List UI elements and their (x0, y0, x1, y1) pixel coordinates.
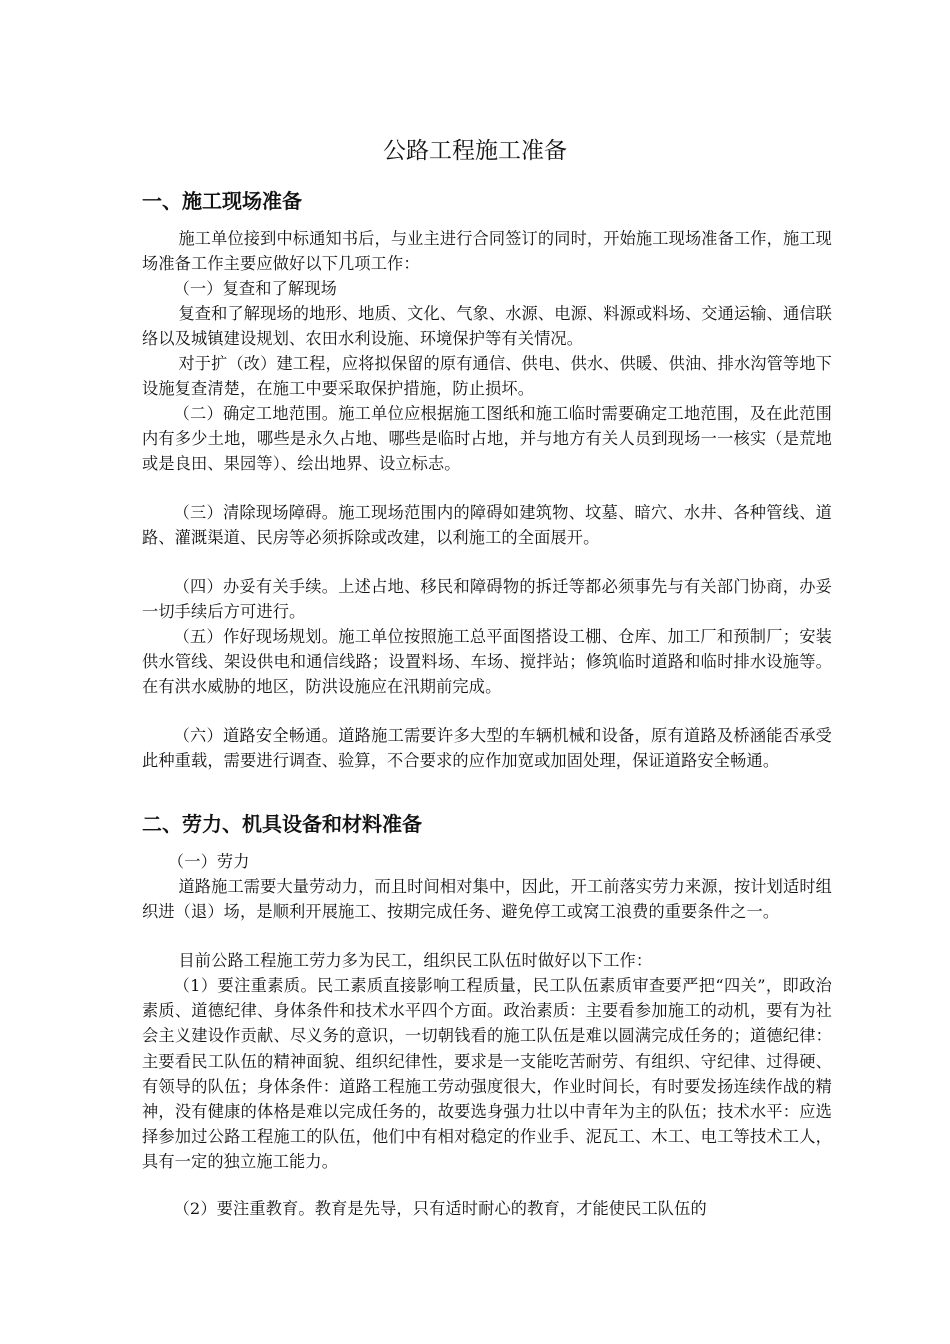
paragraph: 复查和了解现场的地形、地质、文化、气象、水源、电源、料源或料场、交通运输、通信联络以及城镇建设规划、农田水利设施、环境保护等有关情况。 (142, 304, 832, 349)
paragraph: （二）确定工地范围。施工单位应根据施工图纸和施工临时需要确定工地范围，及在此范围内有多少土地，哪些是永久占地、哪些是临时占地，并与地方有关人员到现场一一核实（是荒地或是良田、果园等）、绘出地界、设立标志。 (142, 404, 832, 474)
document-title: 公路工程施工准备 (383, 138, 567, 164)
paragraph: （2）要注重教育。教育是先导，只有适时耐心的教育，才能使民工队伍的 (173, 1199, 707, 1218)
paragraph: 施工单位接到中标通知书后，与业主进行合同签订的同时，开始施工现场准备工作，施工现场准备工作主要应做好以下几项工作： (142, 229, 832, 274)
paragraph: （1）要注重素质。民工素质直接影响工程质量，民工队伍素质审查要严把“四关”，即政治素质、道德纪律、身体条件和技术水平四个方面。政治素质：主要看参加施工的动机，要有为社会主义建设作贡献、尽义务的意识，一切朝钱看的施工队伍是难以圆满完成任务的；道德纪律：主要看民工队伍的精神面貌、组织纪律性，要求是一支能吃苦耐劳、有组织、守纪律、过得硬、有领导的队伍；身体条件：道路工程施工劳动强度很大，作业时间长，有时要发扬连续作战的精神，没有健康的体格是难以完成任务的，故要选身强力壮以中青年为主的队伍；技术水平：应选择参加过公路工程施工的队伍，他们中有相对稳定的作业手、泥瓦工、木工、电工等技术工人，具有一定的独立施工能力。 (142, 976, 832, 1172)
subsection-heading: （一）劳力 (167, 852, 250, 871)
paragraph: （五）作好现场规划。施工单位按照施工总平面图搭设工棚、仓库、加工厂和预制厂；安装供水管线、架设供电和通信线路；设置料场、车场、搅拌站；修筑临时道路和临时排水设施等。在有洪水威胁的地区，防洪设施应在汛期前完成。 (142, 627, 832, 697)
section-heading-2: 二、劳力、机具设备和材料准备 (142, 812, 422, 836)
paragraph: 道路施工需要大量劳动力，而且时间相对集中，因此，开工前落实劳力来源，按计划适时组织进（退）场，是顺利开展施工、按期完成任务、避免停工或窝工浪费的重要条件之一。 (142, 877, 832, 922)
paragraph: 对于扩（改）建工程，应将拟保留的原有通信、供电、供水、供暖、供油、排水沟管等地下设施复查清楚，在施工中要采取保护措施，防止损坏。 (142, 354, 832, 399)
subsection-heading: （一）复查和了解现场 (173, 279, 337, 298)
paragraph: （三）清除现场障碍。施工现场范围内的障碍如建筑物、坟墓、暗穴、水井、各种管线、道路、灌溉渠道、民房等必须拆除或改建，以利施工的全面展开。 (142, 503, 832, 548)
paragraph: （六）道路安全畅通。道路施工需要许多大型的车辆机械和设备，原有道路及桥涵能否承受此种重载，需要进行调查、验算，不合要求的应作加宽或加固处理，保证道路安全畅通。 (142, 726, 832, 771)
paragraph: 目前公路工程施工劳力多为民工，组织民工队伍时做好以下工作： (178, 951, 653, 970)
paragraph: （四）办妥有关手续。上述占地、移民和障碍物的拆迁等都必须事先与有关部门协商，办妥一切手续后方可进行。 (142, 577, 832, 622)
section-heading-1: 一、施工现场准备 (142, 189, 302, 213)
